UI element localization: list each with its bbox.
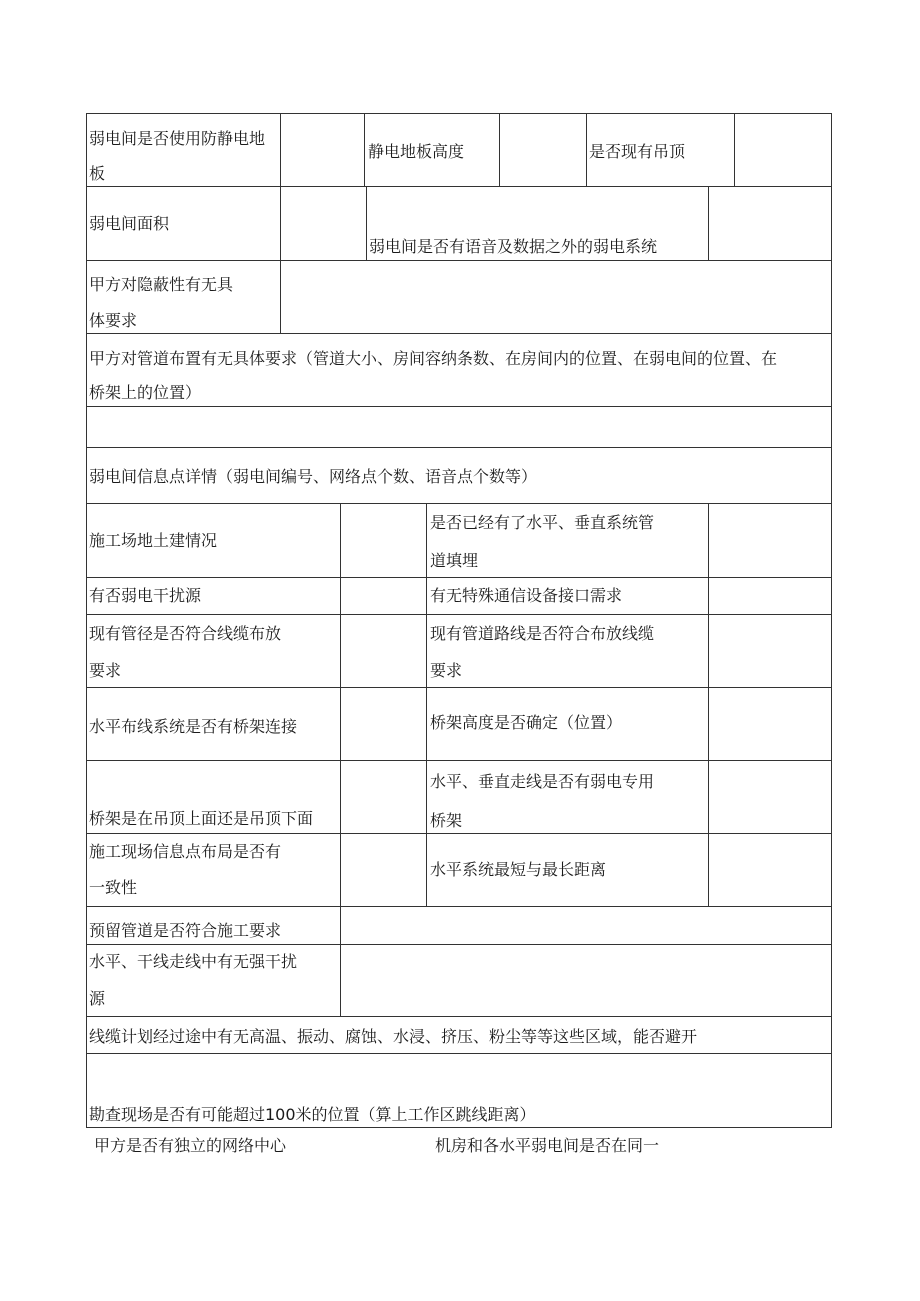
footer-network-center: 甲方是否有独立的网络中心: [94, 1136, 287, 1155]
row-divider: [86, 447, 832, 448]
label-conduit-route: 现有管道路线是否符合布放线缆: [430, 624, 655, 643]
input-dedicated-tray[interactable]: [709, 761, 831, 833]
label-room-area: 弱电间面积: [89, 214, 170, 233]
label-layout-consistency: 施工现场信息点布局是否有: [89, 842, 282, 861]
input-room-area[interactable]: [281, 187, 366, 260]
label-antistatic-floor-cont: 板: [89, 164, 106, 183]
input-tray-position[interactable]: [341, 761, 426, 833]
label-ceiling: 是否现有吊顶: [589, 142, 686, 161]
label-strong-interference-cont: 源: [89, 989, 106, 1008]
label-info-points: 弱电间信息点详情（弱电间编号、网络点个数、语音点个数等）: [89, 467, 538, 486]
label-conduit-requirements-cont: 桥架上的位置）: [89, 383, 202, 402]
label-strong-interference: 水平、干线走线中有无强干扰: [89, 952, 298, 971]
row-divider: [86, 1127, 832, 1128]
label-conduit-buried-cont: 道填埋: [430, 551, 479, 570]
label-hazard-areas: 线缆计划经过途中有无高温、振动、腐蚀、水浸、挤压、粉尘等等这些区域，能否避开: [89, 1027, 698, 1046]
input-ceiling[interactable]: [735, 114, 831, 186]
input-other-systems[interactable]: [709, 187, 831, 260]
label-cable-tray-link: 水平布线系统是否有桥架连接: [89, 717, 298, 736]
input-conduit-diameter[interactable]: [341, 615, 426, 687]
input-conduit-route[interactable]: [709, 615, 831, 687]
label-antistatic-floor: 弱电间是否使用防静电地: [89, 129, 266, 148]
label-conduit-diameter: 现有管径是否符合线缆布放: [89, 624, 282, 643]
label-site-construction: 施工场地土建情况: [89, 531, 218, 550]
input-tray-height[interactable]: [709, 688, 831, 760]
label-distance-range: 水平系统最短与最长距离: [430, 860, 607, 879]
label-dedicated-tray: 水平、垂直走线是否有弱电专用: [430, 772, 655, 791]
label-conduit-requirements: 甲方对管道布置有无具体要求（管道大小、房间容纳条数、在房间内的位置、在弱电间的位置、在: [89, 349, 778, 368]
label-conduit-diameter-cont: 要求: [89, 661, 122, 680]
label-conduit-buried: 是否已经有了水平、垂直系统管: [430, 513, 655, 532]
input-cable-tray-link[interactable]: [341, 688, 426, 760]
input-floor-height[interactable]: [500, 114, 586, 186]
label-tray-position: 桥架是在吊顶上面还是吊顶下面: [89, 809, 314, 828]
label-special-interface: 有无特殊通信设备接口需求: [430, 586, 623, 605]
input-antistatic-floor[interactable]: [281, 114, 364, 186]
label-concealment-cont: 体要求: [89, 311, 138, 330]
label-conduit-route-cont: 要求: [430, 661, 463, 680]
col-divider: [426, 503, 427, 907]
input-interference-source[interactable]: [341, 578, 426, 614]
row-divider: [86, 333, 832, 334]
input-site-construction[interactable]: [341, 504, 426, 577]
label-dedicated-tray-cont: 桥架: [430, 811, 463, 830]
row-divider: [86, 1016, 832, 1017]
input-conduit-requirements[interactable]: [87, 407, 831, 447]
label-reserved-conduit: 预留管道是否符合施工要求: [89, 921, 282, 940]
input-layout-consistency[interactable]: [341, 834, 426, 906]
label-other-systems: 弱电间是否有语音及数据之外的弱电系统: [369, 237, 658, 256]
footer-same-floor: 机房和各水平弱电间是否在同一: [435, 1136, 660, 1155]
label-floor-height: 静电地板高度: [368, 142, 465, 161]
label-tray-height: 桥架高度是否确定（位置）: [430, 713, 623, 732]
table-border-right: [831, 113, 832, 1128]
label-interference-source: 有否弱电干扰源: [89, 586, 202, 605]
input-conduit-buried[interactable]: [709, 504, 831, 577]
table-border-left: [86, 113, 87, 1128]
col-divider: [586, 113, 587, 187]
input-reserved-conduit[interactable]: [341, 907, 831, 944]
input-distance-range[interactable]: [709, 834, 831, 906]
label-over-100m: 勘查现场是否有可能超过100米的位置（算上工作区跳线距离）: [89, 1105, 536, 1124]
col-divider: [366, 186, 367, 261]
row-divider: [86, 1053, 832, 1054]
row-divider: [86, 113, 832, 114]
label-layout-consistency-cont: 一致性: [89, 878, 138, 897]
input-concealment[interactable]: [281, 261, 831, 333]
input-strong-interference[interactable]: [341, 945, 831, 1016]
input-special-interface[interactable]: [709, 578, 831, 614]
label-concealment: 甲方对隐蔽性有无具: [89, 275, 234, 294]
col-divider: [364, 113, 365, 187]
